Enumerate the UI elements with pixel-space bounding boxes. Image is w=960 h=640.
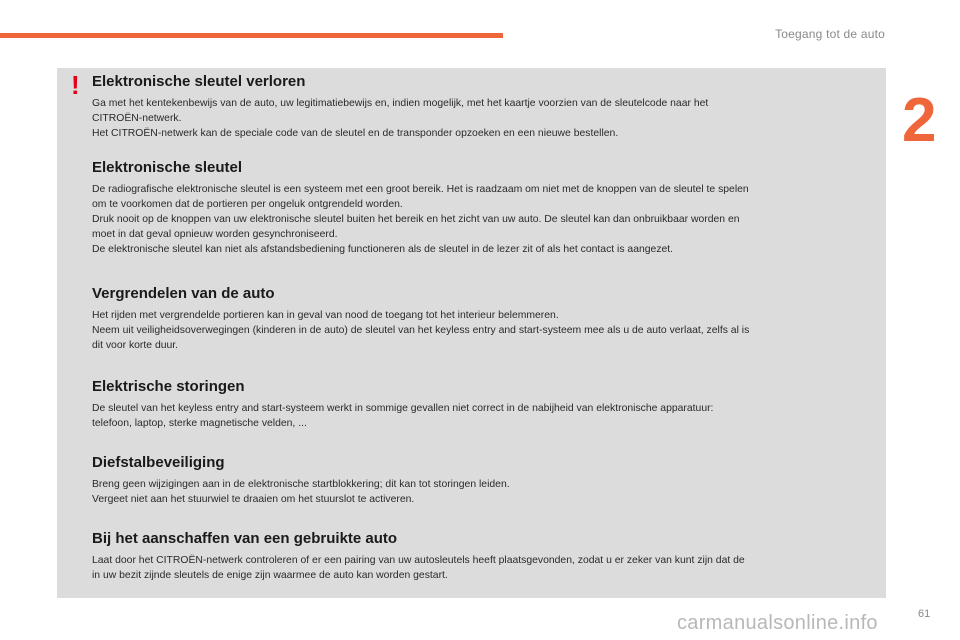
section-used-car — [92, 530, 877, 583]
section-locking — [92, 285, 877, 353]
watermark: carmanualsonline.info — [677, 612, 878, 634]
section-theft-protection — [92, 454, 877, 507]
section-lost-key — [92, 73, 877, 141]
section-text: De sleutel van het keyless entry and start-systeem werkt in sommige gevallen niet correct in de nabijheid van elektronische apparatuur: telefoon, laptop, sterke magnetische velden, ... — [92, 403, 714, 429]
accent-bar — [0, 33, 503, 38]
section-text: De radiografische elektronische sleutel is een systeem met een groot bereik. Het is raadzaam om niet met de knoppen van de sleutel te spelen om te voorkomen dat de portieren per ongeluk ontgrendeld worden. Druk nooit op de knoppen van uw elektronische sleutel buiten het bereik en het zicht van uw auto. De sleutel kan dan onbruikbaar worden en moet in dat geval opnieuw worden gesynchroniseerd. De elektronische sleutel kan niet als afstandsbediening functioneren als de sleutel in de lezer zit of als het contact is aangezet. — [92, 184, 749, 255]
chapter-number: 2 — [902, 86, 937, 155]
section-title: Elektronische sleutel verloren — [92, 73, 306, 90]
page-header-title: Toegang tot de auto — [775, 27, 885, 41]
section-text: Ga met het kentekenbewijs van de auto, uw legitimatiebewijs en, indien mogelijk, met het kaartje voorzien van de sleutelcode naar het CITROËN-netwerk. Het CITROËN-netwerk kan de speciale code van de sleutel en de transponder opzoeken en een nieuwe bestellen. — [92, 98, 709, 139]
section-title: Diefstalbeveiliging — [92, 454, 225, 471]
page-number: 61 — [918, 608, 931, 620]
section-title: Elektrische storingen — [92, 378, 245, 395]
section-text: Breng geen wijzigingen aan in de elektronische startblokkering; dit kan tot storingen leiden. Vergeet niet aan het stuurwiel te draaien om het stuurslot te activeren. — [92, 479, 510, 505]
section-text: Het rijden met vergrendelde portieren kan in geval van nood de toegang tot het interieur belemmeren. Neem uit veiligheidsoverwegingen (kinderen in de auto) de sleutel van het keyless entry and start-systeem mee als u de auto verlaat, zelfs al is dit voor korte duur. — [92, 310, 750, 351]
section-title: Elektronische sleutel — [92, 159, 243, 176]
section-title: Bij het aanschaffen van een gebruikte auto — [92, 530, 398, 547]
section-electronic-key — [92, 159, 877, 257]
section-title: Vergrendelen van de auto — [92, 285, 275, 302]
exclamation-icon: ! — [71, 70, 80, 100]
section-text: Laat door het CITROËN-netwerk controleren of er een pairing van uw autosleutels heeft plaatsgevonden, zodat u er zeker van kunt zijn dat de in uw bezit zijnde sleutels de enige zijn waarmee de auto kan worden gestart. — [92, 555, 745, 581]
section-electrical-faults — [92, 378, 877, 431]
